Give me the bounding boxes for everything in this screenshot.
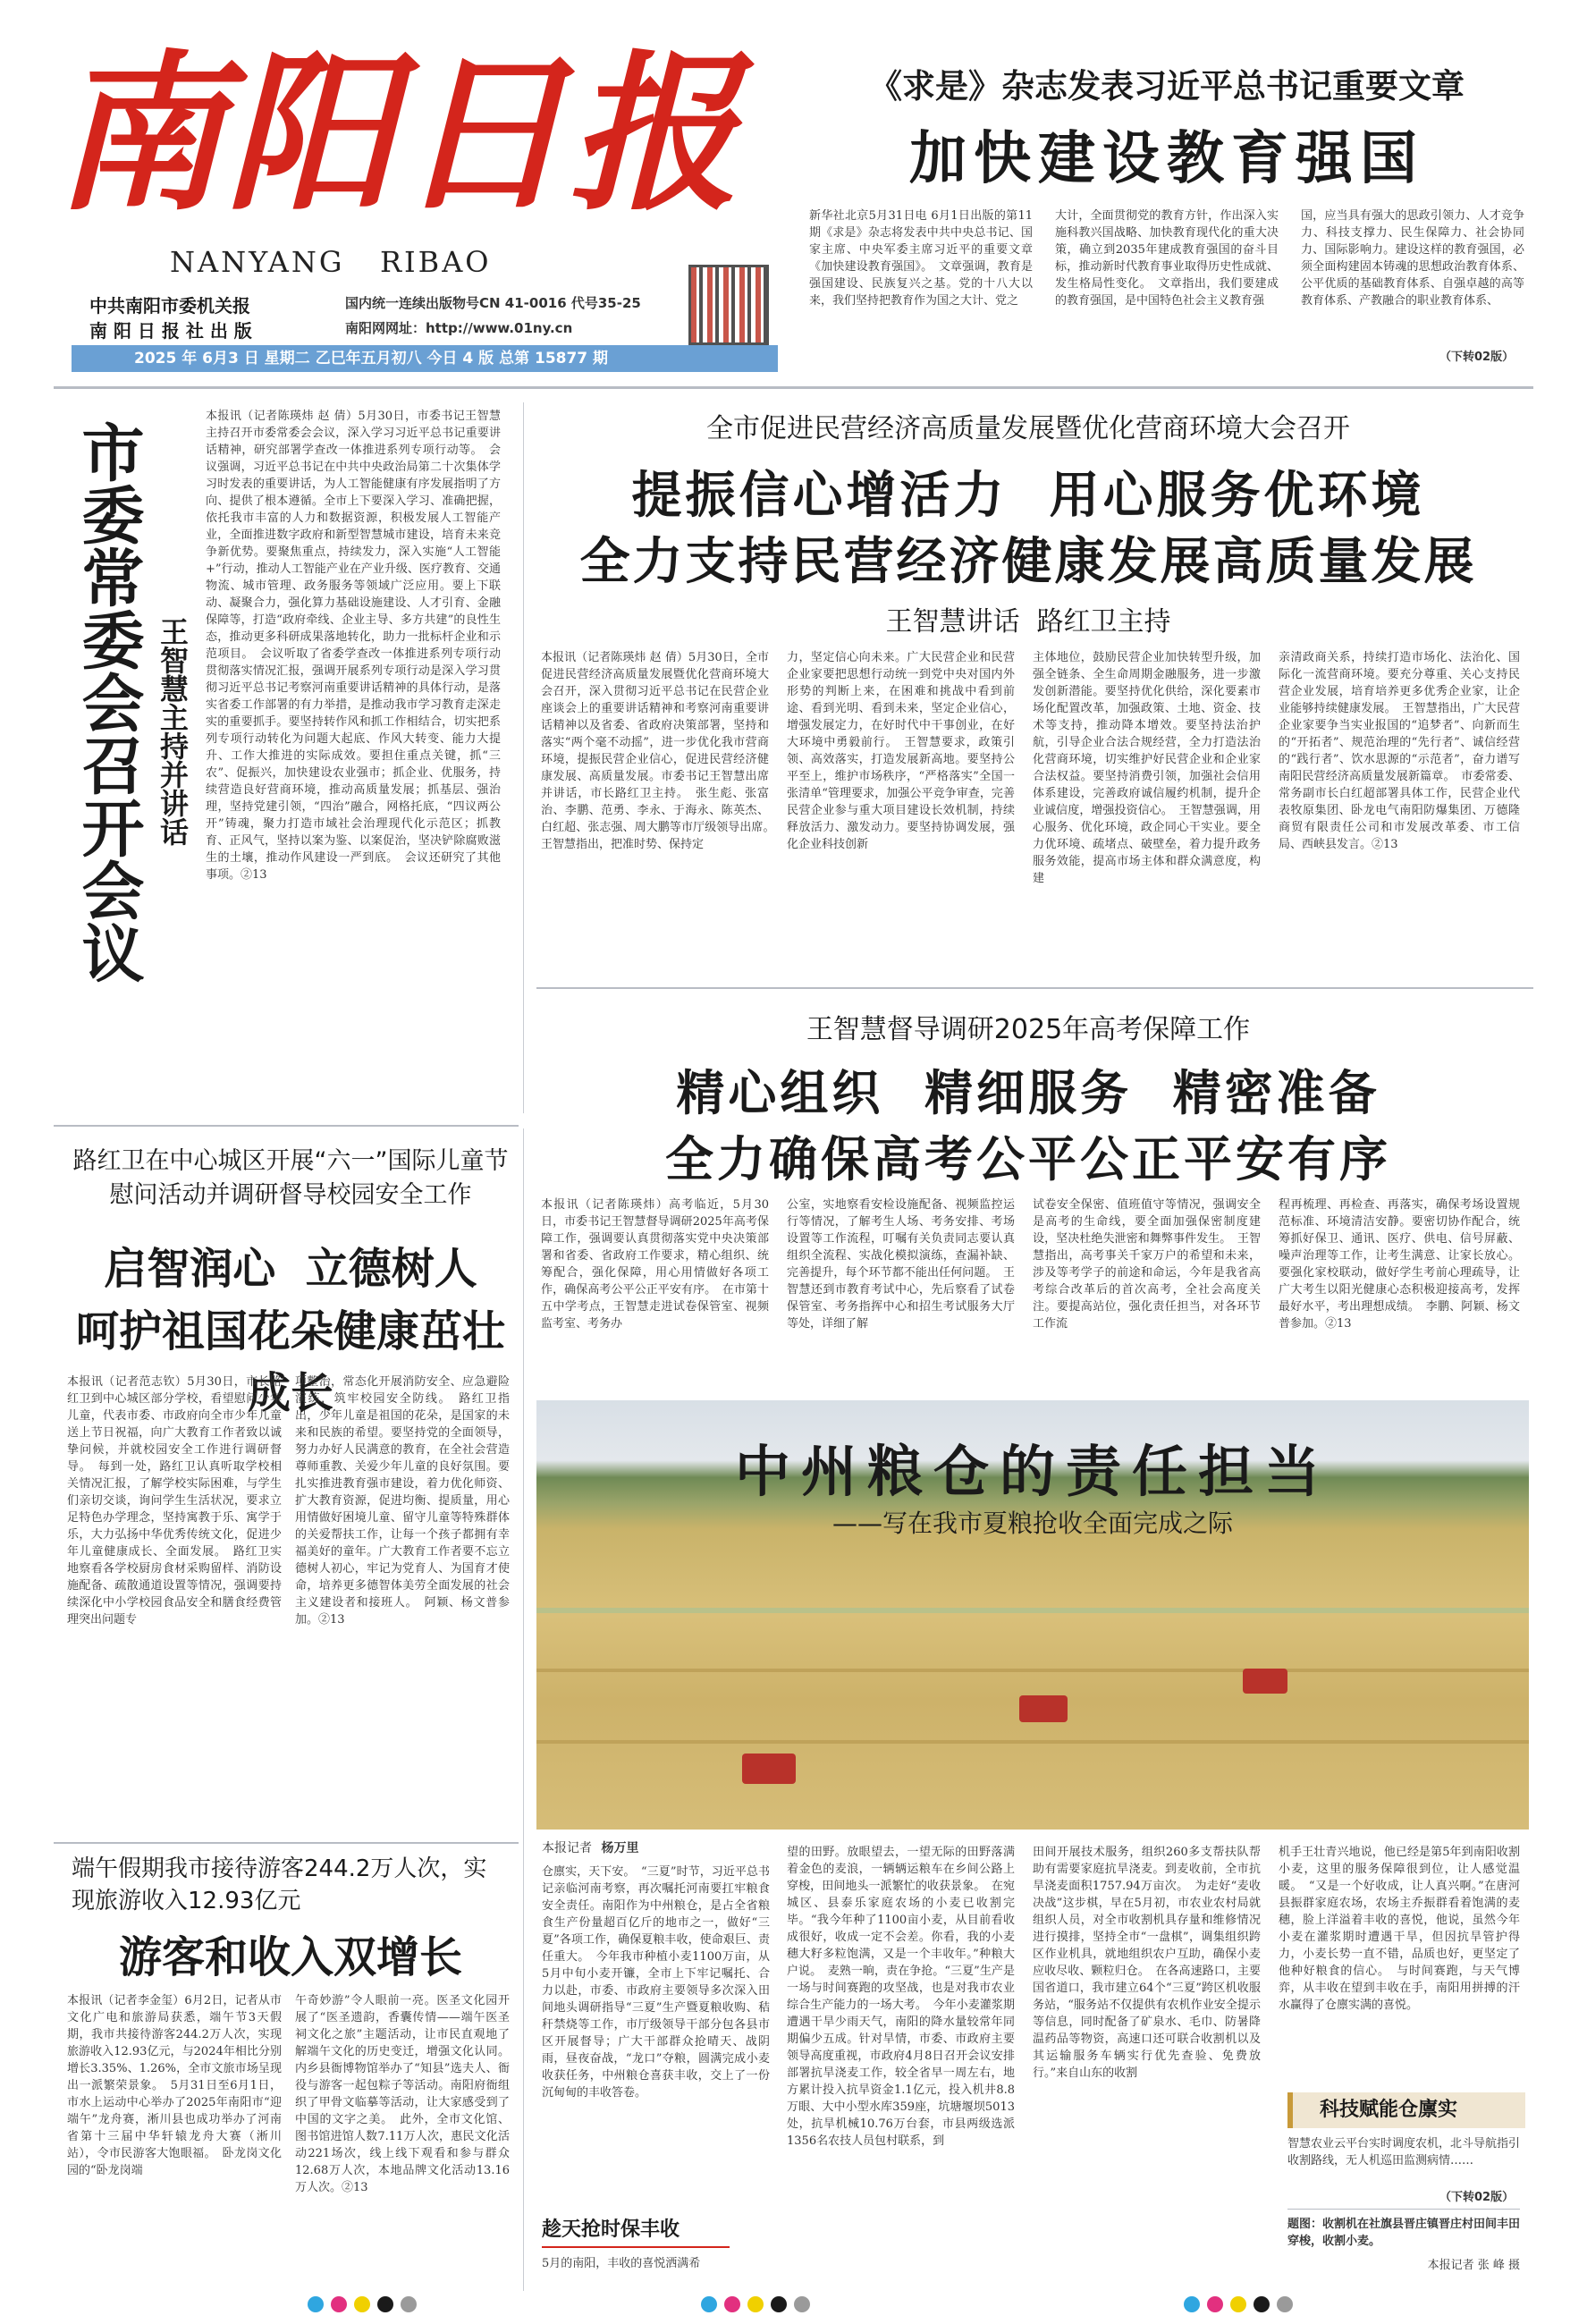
byline-label: 本报记者 bbox=[542, 1841, 592, 1855]
publisher-line-1: 中共南阳市委机关报 bbox=[89, 295, 250, 317]
footer-color-marks-right bbox=[697, 2296, 814, 2316]
color-mark bbox=[701, 2296, 717, 2312]
photo-credit: 本报记者 张 峰 摄 bbox=[1427, 2259, 1520, 2272]
children-col-2: 项整治，常态化开展消防安全、应急避险演练，筑牢校园安全防线。 路红卫指出，少年儿童是祖国的花朵，是国家的未来和民族的希望。要坚持党的全面领导，努力办好人民满意的教育，在全社会营造尊师重教、关爱少年儿童的良好氛围。要扎实推进教育强市建设，着力优化师资、扩大教育资源，促进均衡、提质量，用心用情做好困境儿童、留守儿童等特殊群体的关爱帮扶工作，让每一个孩子都拥有幸福美好的童年。广大教育工作者要不忘立德树人初心，牢记为党育人、为国育才使命，培养更多德智体美劳全面发展的社会主义建设者和接班人。 阿颖、杨文普参加。②13 bbox=[295, 1375, 510, 1627]
private-headline-2: 全力支持民营经济健康发展高质量发展 bbox=[579, 533, 1477, 591]
divider bbox=[54, 1842, 519, 1844]
footer-color-marks-far bbox=[1180, 2296, 1296, 2316]
color-mark bbox=[1230, 2296, 1246, 2312]
exam-kicker: 王智慧督导调研2025年高考保障工作 bbox=[806, 1014, 1251, 1045]
grain-col-4: 机手王壮青兴地说，他已经是第5年到南阳收割小麦，这里的服务保障很到位，让人感觉温暖。 “又是一个好收成，让人真兴啊。”在唐河县振群家庭农场，农场主乔振群看着饱满的麦穗，脸上洋溢着丰收的喜悦，他说，虽然今年小麦在灌浆期时遭遇干旱，但因抗旱管护得力，小麦长势一直不错，品质也好，更坚定了他种好粮食的信心。 与时间赛跑，与天气博弈，从丰收在望到丰收在手，南阳用拼搏的汗水赢得了仓廪实满的喜悦。 bbox=[1279, 1846, 1520, 2012]
children-headline-2: 呵护祖国花朵健康茁壮成长 bbox=[75, 1306, 505, 1418]
private-col-1: 本报讯（记者陈瑛炜 赵 倩）5月30日，全市促进民营经济高质量发展暨优化营商环境大会召开，深入贯彻习近平总书记在民营企业座谈会上的重要讲话精神和考察河南重要讲话精神以及省委、省政府决策部署，坚持和落实“两个毫不动摇”，进一步优化我市营商环境，提振民营企业信心，促进民营经济健康发展、高质量发展。市委书记王智慧出席并讲话，市长路红卫主持。 张生彪、张富治、李鹏、范勇、李永、于海永、陈英杰、白红超、张志强、周大鹏等市厅级领导出席。 王智慧指出，把准时势、保持定 bbox=[541, 651, 781, 851]
grain-subsection-1 bbox=[542, 2214, 730, 2248]
color-mark bbox=[747, 2296, 764, 2312]
holiday-col-1: 本报讯（记者李金玺）6月2日，记者从市文化广电和旅游局获悉，端午节3天假期，我市共接待游客244.2万人次，实现旅游收入12.93亿元，与2024年相比分别增长3.35%、1.26%，全市文旅市场呈现出一派繁荣景象。 5月31日至6月1日，市水上运动中心举办了2025年南阳市“迎端午”龙舟赛，淅川县也成功举办了河南省第十三届中华轩辕龙舟大赛（淅川站），令市民游客大饱眼福。 卧龙岗文化园的“卧龙岗端 bbox=[67, 1994, 282, 2177]
children-col-1: 本报讯（记者范志钦）5月30日，市长路红卫到中心城区部分学校，看望慰问少年儿童，代表市委、市政府向全市少年儿童送上节日祝福，向广大教育工作者致以诚挚问候，并就校园安全工作进行调研督导。 每到一处，路红卫认真听取学校相关情况汇报，了解学校实际困难，与学生们亲切交谈，询问学生生活状况，要求立足特色办学理念，坚持寓教于乐、寓学于乐，大力弘扬中华优秀传统文化，促进少年儿童健康成长、全面发展。 路红卫实地察看各学校厨房食材采购留样、消防设施配备、疏散通道设置等情况，强调要持续深化中小学校园食品安全和膳食经费管理突出问题专 bbox=[67, 1375, 282, 1627]
grain-subsection-2 bbox=[1287, 2092, 1525, 2128]
grain-subsection-2-text: 智慧农业云平台实时调度农机，北斗导航指引收割路线，无人机巡田监测病情…… bbox=[1287, 2137, 1521, 2168]
grain-byline bbox=[542, 1838, 638, 1856]
holiday-col-2: 午奇妙游”令人眼前一亮。医圣文化园开展了“医圣遗韵，香囊传情——端午医圣祠文化之旅”主题活动，让市民直观地了解端午文化的历史变迁，增强文化认同。内乡县衙博物馆举办了“知县”选夫人、衙役与游客一起包粽子等活动。南阳府衙组织了甲骨文临摹等活动，让大家感受到了中国的文字之美。 此外，全市文化馆、图书馆进馆人数7.11万人次，惠民文化活动221场次，线上线下观看和参与群众12.68万人次，本地品牌文化活动13.16万人次。②13 bbox=[295, 1994, 510, 2194]
children-headline-1: 启智润心 立德树人 bbox=[104, 1244, 477, 1294]
exam-col-1: 本报讯（记者陈瑛炜）高考临近，5月30日，市委书记王智慧督导调研2025年高考保障工作，强调要认真贯彻落实党中央决策部署和省委、省政府工作要求，精心组织、统筹配合，强化保障，用心用情做好各项工作，确保高考公平公正平安有序。 在市第十五中学考点，王智慧走进试卷保管室、视频监考室、考务办 bbox=[541, 1198, 769, 1331]
subsection-1-title: 趁天抢时保丰收 bbox=[542, 2218, 680, 2241]
qiushi-headline: 加快建设教育强国 bbox=[909, 126, 1424, 192]
grain-subhead: ——写在我市夏粮抢收全面完成之际 bbox=[831, 1508, 1233, 1538]
qiushi-col-2: 大计，全面贯彻党的教育方针，作出深入实施科教兴国战略、加快教育现代化的重大决策，确立到2035年建成教育强国的奋斗目标，推动新时代教育事业取得历史性成就、发生格局性变化。 文章指出，我们要建成的教育强国，是中国特色社会主义教育强 bbox=[1055, 209, 1279, 308]
qiushi-kicker: 《求是》杂志发表习近平总书记重要文章 bbox=[869, 67, 1465, 106]
children-kicker: 路红卫在中心城区开展“六一”国际儿童节慰问活动并调研督导校园安全工作 bbox=[72, 1147, 509, 1209]
color-mark bbox=[1277, 2296, 1293, 2312]
harvester-icon bbox=[1243, 1669, 1287, 1694]
divider bbox=[523, 402, 524, 1113]
qiushi-jump-link[interactable]: （下转02版） bbox=[1439, 351, 1515, 364]
standing-body: 本报讯（记者陈瑛炜 赵 倩）5月30日，市委书记王智慧主持召开市委常委会会议，深入学习习近平总书记重要讲话精神，研究部署学查改一体推进系列专项行动等。 会议强调，习近平总书记在中共中央政治局第二十次集体学习时发表的重要讲话，为人工智能健康有序发展指明了方向、提供了根本遵循。全市上下要深入学习、准确把握，依托我市丰富的人力和数据资源，积极发展人工智能产业，全面推进数字政府和新型智慧城市建设，培育未来竞争新优势。要聚焦重点，持续发力，深入实施“人工智能+”行动，推动人工智能产业在产业升级、医疗教育、交通物流、城市管理、政务服务等领域广泛应用。要上下联动、凝聚合力，强化算力基础设施建设、人才引育、金融保障等，打造“政府牵线、企业主导、多方共建”的良性生态，推动更多科研成果落地转化，助力一批标杆企业和示范项目。 会议听取了省委学查改一体推进系列专项行动贯彻落实情况汇报，强调开展系列专项行动是深入学习贯彻习近平总书记考察河南重要讲话精神的具体行动，是落实省委工作部署的有力举措，是推动我市学习教育走深走实的重要抓手。要坚持转作风和抓工作相结合，切实把系列专项行动转化为问题大起底、作风大转变、能力大提升、工作大推进的实际成效。要担住重点关键，抓“三农”、促振兴，加快建设农业强市；抓企业、优服务，持续营造良好营商环境，推动高质量发展；抓基层、强治理，坚持党建引领，“四治”融合，网格托底，“四议两公开”铸魂，聚力打造市域社会治理现代化示范区；抓教育、正风气，坚持以案为鉴、以案促治，坚决铲除腐败滋生的土壤，推动作风建设一严到底。 会议还研究了其他事项。②13 bbox=[206, 410, 501, 882]
grain-col-1: 仓廪实，天下安。 “三夏”时节，习近平总书记亲临河南考察，再次嘱托河南要扛牢粮食安全责任。南阳作为中州粮仓，是占全省粮食生产份量超百亿斤的地市之一，做好“三夏”各项工作，确保夏粮丰收，使命艰巨、责任重大。 今年我市种植小麦1100万亩，从5月中旬小麦开镰，全市上下牢记嘱托、合力以赴，市委、市政府主要领导多次深入田间地头调研指导“三夏”生产暨夏粮收购、秸秆禁烧等工作，市厅级领导干部分包各县市区开展督导；广大干部群众抢晴天、战阴雨，昼夜奋战，“龙口”夺粮，圆满完成小麦收获任务，中州粮仓喜获丰收，交上了一份沉甸甸的丰收答卷。 bbox=[542, 1865, 770, 2100]
harvester-icon bbox=[742, 1754, 796, 1784]
color-mark bbox=[354, 2296, 370, 2312]
grain-jump-link[interactable]: （下转02版） bbox=[1439, 2191, 1515, 2204]
grain-headline: 中州粮仓的责任担当 bbox=[734, 1439, 1330, 1504]
private-kicker: 全市促进民营经济高质量发展暨优化营商环境大会召开 bbox=[706, 413, 1350, 444]
private-subhead: 王智慧讲话 路红卫主持 bbox=[885, 606, 1171, 638]
grain-col-3: 田间开展技术服务，组织260多支帮扶队帮助有需要家庭抗旱浇麦。到麦收前，全市抗旱浇麦面积1757.94万亩次。 为走好“麦收决战”这步棋，早在5月初，市农业农村局就组织人员，对全市收割机具存量和维修情况进行摸排，坚持全市“一盘棋”，调集组织跨区作业机具，就地组织农户互助，确保小麦应收尽收、颗粒归仓。 在各高速路口，主要国省道口，我市建立64个“三夏”跨区机收服务站，“服务站不仅提供有农机作业安全提示等信息，同时配备了矿泉水、毛巾、防暑降温药品等物资，高速口还可联合收割机以及其运输服务车辆实行优先查验、免费放行。”来自山东的收割 bbox=[1033, 1846, 1261, 2080]
private-col-2: 力，坚定信心向未来。广大民营企业和民营企业家要把思想行动统一到党中央对国内外形势的判断上来，在困难和挑战中看到前途、看到光明、看到未来，坚定企业信心，增强发展定力，在好时代中干事创业，在好大环境中勇毅前行。 王智慧要求，政策引领、高效落实，打造发展新高地。要坚持公平至上，维护市场秩序，“严格落实”全国一张清单“管理要求，加强公平竞争审查，完善民营企业参与重大项目建设长效机制，持续释放活力、激发动力。要坚持协调发展，强化企业科技创新 bbox=[787, 651, 1015, 851]
divider bbox=[523, 1128, 524, 2291]
issn-line: 国内统一连续出版物号CN 41-0016 代号35-25 bbox=[345, 295, 641, 311]
color-mark bbox=[1184, 2296, 1200, 2312]
exam-col-2: 公室，实地察看安检设施配备、视频监控运行等情况，了解考生人场、考务安排、考场设置等工作流程，叮嘱有关负责同志要认真组织全流程、实战化模拟演练，查漏补缺、完善提升，每个环节都不能出任何问题。 王智慧还到市教育考试中心，先后察看了试卷保管室、考务指挥中心和招生考试服务大厅等处，详细了解 bbox=[787, 1198, 1015, 1331]
holiday-kicker: 端午假期我市接待游客244.2万人次，实现旅游收入12.93亿元 bbox=[72, 1855, 487, 1914]
private-col-3: 主体地位，鼓励民营企业加快转型升级，加强全链条、全生命周期金融服务，进一步激发创新潜能。要坚持优化供给，深化要素市场化配置改革，加强政策、土地、资金、技术等支持，推动降本增效。要坚持法治护航，引导企业合法合规经营，全力打造法治化营商环境，切实维护好民营企业和企业家合法权益。要坚持消费引领，加强社会信用体系建设，完善政府诚信履约机制，提升企业诚信度，增强投资信心。 王智慧强调，用心服务、优化环境，政企同心干实业。要全力优环境、疏堵点、破壁垒，着力提升政务服务效能，提高市场主体和群众满意度，构建 bbox=[1033, 651, 1261, 885]
qiushi-col-3: 国，应当具有强大的思政引领力、人才竞争力、科技支撑力、民生保障力、社会协同力、国际影响力。建设这样的教育强国，必须全面构建固本铸魂的思想政治教育体系、公平优质的基础教育体系、自强卓越的高等教育体系、产教融合的职业教育体系、 bbox=[1301, 209, 1524, 308]
private-col-4: 亲清政商关系，持续打造市场化、法治化、国际化一流营商环境。要充分尊重、关心支持民营企业发展，培育培养更多优秀企业家，让企业能够持续健康发展。 王智慧指出，广大民营企业家要争当实业报国的“追梦者”、向新而生的“开拓者”、规范治理的“先行者”、诚信经营的“践行者”、饮水思源的“示范者”，奋力谱写南阳民营经济高质量发展新篇章。 市委常委、常务副市长白红超部署具体工作，民营企业代表牧原集团、卧龙电气南阳防爆集团、万德隆商贸有限责任公司和市发展改革委、市工信局、西峡县发言。②13 bbox=[1279, 651, 1520, 851]
color-mark bbox=[401, 2296, 417, 2312]
harvester-icon bbox=[1019, 1695, 1068, 1722]
color-mark bbox=[331, 2296, 347, 2312]
footer-color-marks-left bbox=[304, 2296, 420, 2316]
qr-code bbox=[688, 265, 769, 345]
color-mark bbox=[771, 2296, 787, 2312]
standing-subhead: 王智慧主持并讲话 bbox=[156, 617, 190, 846]
qiushi-col-1: 新华社北京5月31日电 6月1日出版的第11期《求是》杂志将发表中共中央总书记、国家主席、中央军委主席习近平的重要文章《加快建设教育强国》。 文章强调，教育是强国建设、民族复兴之基。党的十八大以来，我们坚持把教育作为国之大计、党之 bbox=[809, 209, 1033, 308]
exam-headline-1: 精心组织 精细服务 精密准备 bbox=[676, 1065, 1380, 1121]
date-bar: 2025 年 6月3 日 星期二 乙巳年五月初八 今日 4 版 总第 15877 期 bbox=[72, 345, 778, 372]
divider bbox=[1287, 2209, 1520, 2210]
exam-col-4: 程再梳理、再检查、再落实，确保考场设置规范标准、环境清洁安静。要密切协作配合，统筹抓好保卫、通讯、医疗、供电、信号屏蔽、噪声治理等工作，让考生满意、让家长放心。要强化家校联动，做好学生考前心理疏导，让广大考生以阳光健康心态积极迎接高考，发挥最好水平，考出理想成绩。 李鹏、阿颖、杨文普参加。②13 bbox=[1279, 1198, 1520, 1331]
color-mark bbox=[377, 2296, 393, 2312]
byline-name: 杨万里 bbox=[601, 1841, 639, 1855]
color-mark bbox=[794, 2296, 810, 2312]
divider bbox=[536, 987, 1533, 989]
exam-col-3: 试卷安全保密、值班值守等情况，强调安全是高考的生命线，要全面加强保密制度建设，坚决杜绝失泄密和舞弊事件发生。 王智慧指出，高考事关千家万户的希望和未来，涉及等考学子的前途和命运，今年是我省高考综合改革后的首次高考，全社会高度关注。要提高站位，强化责任担当，对各环节工作流 bbox=[1033, 1198, 1261, 1331]
color-mark bbox=[724, 2296, 740, 2312]
newspaper-logo: 南阳日报 bbox=[54, 34, 741, 233]
subsection-2-title: 科技赋能仓廪实 bbox=[1320, 2099, 1458, 2121]
color-mark bbox=[308, 2296, 324, 2312]
exam-headline-2: 全力确保高考公平公正平安有序 bbox=[665, 1131, 1391, 1187]
grain-subsection-1-text: 5月的南阳，丰收的喜悦洒满希 bbox=[542, 2257, 701, 2270]
masthead-pinyin: NANYANG RIBAO bbox=[170, 245, 492, 279]
holiday-headline: 游客和收入双增长 bbox=[118, 1932, 462, 1982]
private-headline-1: 提振信心增活力 用心服务优环境 bbox=[631, 467, 1425, 525]
website-line: 南阳网网址：http://www.01ny.cn bbox=[345, 320, 573, 336]
publisher-line-2: 南 阳 日 报 社 出 版 bbox=[89, 320, 252, 342]
divider bbox=[54, 386, 1533, 389]
color-mark bbox=[1254, 2296, 1270, 2312]
photo-caption: 题图：收割机在社旗县晋庄镇晋庄村田间丰田穿梭，收割小麦。 bbox=[1287, 2218, 1521, 2248]
standing-headline: 市委常委会召开会议 bbox=[72, 420, 145, 984]
color-mark bbox=[1207, 2296, 1223, 2312]
divider bbox=[54, 1125, 519, 1127]
grain-col-2: 望的田野。放眼望去，一望无际的田野落满着金色的麦浪，一辆辆运粮车在乡间公路上穿梭，田间地头一派繁忙的收获景象。 在宛城区、县泰乐家庭农场的小麦已收割完毕。“我今年种了1100亩小麦，从目前看收成很好，收成一定不会差。你看，我的小麦穗大籽多粒饱满，又是一个丰收年。”种粮大户说。 麦熟一晌，责在争抢。“三夏”生产是一场与时间赛跑的攻坚战，也是对我市农业综合生产能力的一场大考。 今年小麦灌浆期遭遇干旱少雨天气，南阳的降水量较常年同期偏少五成。针对旱情，市委、市政府主要领导高度重视，市政府4月8日召开会议安排部署抗旱浇麦工作，较全省早一周左右，地方累计投入抗旱资金1.1亿元，投入机井8.8万眼、大中小型水库359座，坑塘堰坝5013处，抗旱机械10.76万台套，市县两级选派1356名农技人员包村联系，到 bbox=[787, 1846, 1015, 2148]
